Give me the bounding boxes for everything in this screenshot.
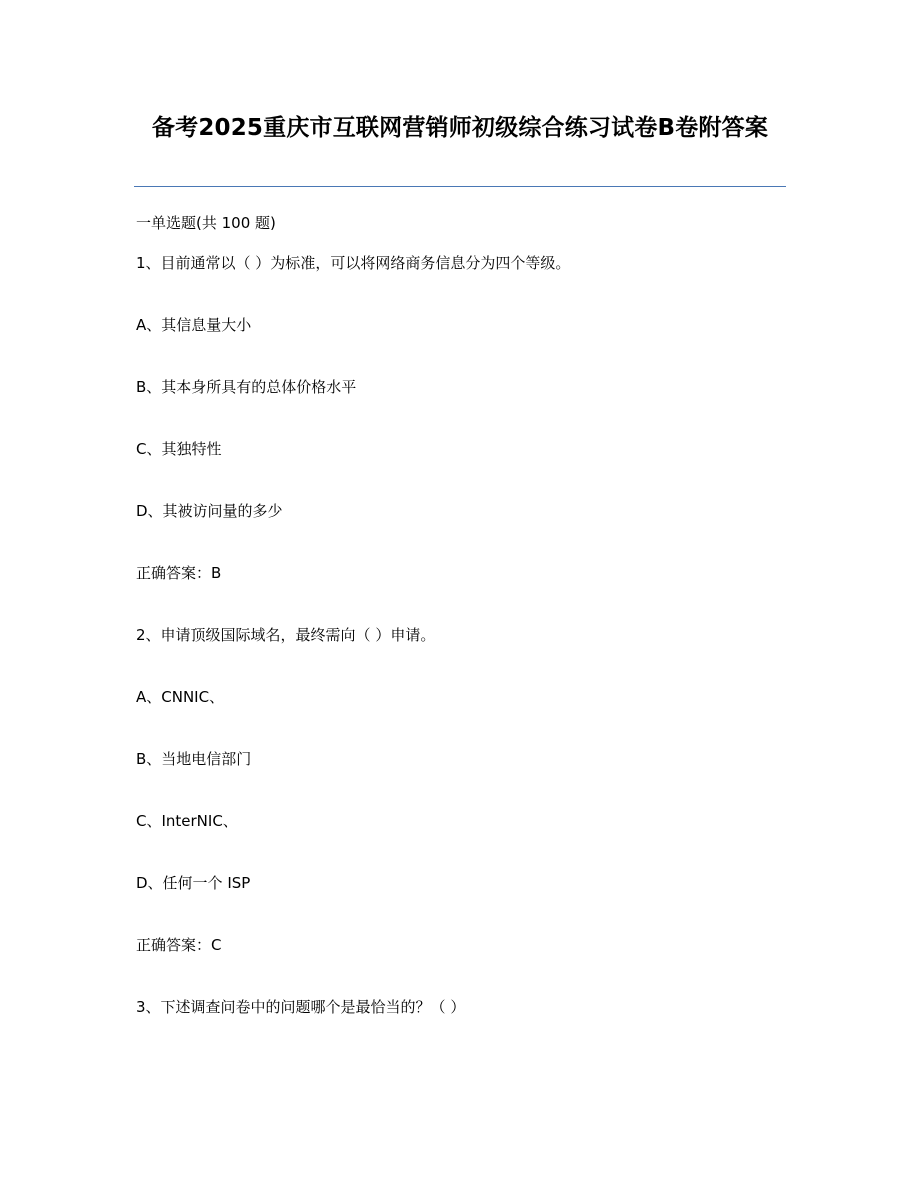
question-2-option-c: C、InterNIC、 xyxy=(136,812,238,830)
section-heading: 一单选题(共 100 题) xyxy=(136,214,276,232)
question-1-option-a: A、其信息量大小 xyxy=(136,316,252,334)
question-1-option-d: D、其被访问量的多少 xyxy=(136,502,283,520)
question-3-stem: 3、下述调查问卷中的问题哪个是最恰当的？（ ） xyxy=(136,998,466,1016)
question-1-answer: 正确答案：B xyxy=(136,564,222,582)
question-2-stem: 2、申请顶级国际域名，最终需向（ ）申请。 xyxy=(136,626,436,644)
question-2-option-a: A、CNNIC、 xyxy=(136,688,225,706)
question-2-option-d: D、任何一个 ISP xyxy=(136,874,251,892)
question-1-stem: 1、目前通常以（ ）为标准，可以将网络商务信息分为四个等级。 xyxy=(136,254,571,272)
question-2-option-b: B、当地电信部门 xyxy=(136,750,252,768)
question-1-option-c: C、其独特性 xyxy=(136,440,222,458)
question-1-option-b: B、其本身所具有的总体价格水平 xyxy=(136,378,357,396)
title-divider xyxy=(134,186,786,187)
question-2-answer: 正确答案：C xyxy=(136,936,222,954)
document-title: 备考2025重庆市互联网营销师初级综合练习试卷B卷附答案 xyxy=(151,115,769,141)
